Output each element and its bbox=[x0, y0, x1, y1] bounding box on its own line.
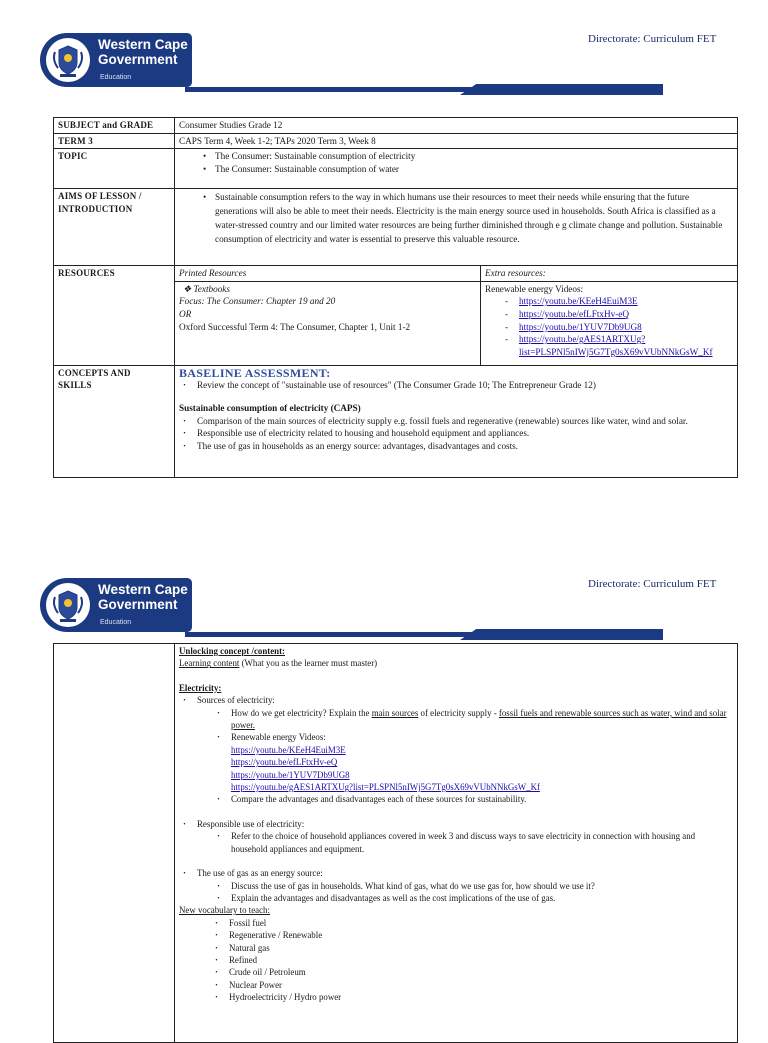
page-2 bbox=[0, 545, 768, 1024]
topic-label: TOPIC bbox=[54, 149, 175, 189]
table-row bbox=[54, 266, 738, 282]
vocab-item: · Refined bbox=[229, 954, 733, 966]
how-text: How do we get electricity? Explain the bbox=[231, 707, 372, 718]
responsible-label: Responsible use of electricity: bbox=[197, 818, 305, 829]
list-item: · Refer to the choice of household appliances covered in week 3 and discuss ways to save electricity in connection with housing and household appliances and equipment. bbox=[231, 830, 733, 855]
vocab-item: · Crude oil / Petroleum bbox=[229, 966, 733, 978]
concepts-label-line: CONCEPTS AND bbox=[58, 367, 131, 378]
wcg-logo bbox=[40, 578, 192, 632]
content-table bbox=[53, 643, 738, 1043]
list-item: • The Consumer: Sustainable consumption of water bbox=[215, 163, 733, 176]
or: OR bbox=[179, 308, 192, 319]
video-link[interactable]: https://youtu.be/1YUV7Db9UG8 bbox=[231, 769, 350, 780]
list-item: · Comparison of the main sources of electricity supply e.g. fossil fuels and regenerative (renewable) sources like water, wind and solar. bbox=[197, 415, 733, 428]
videos-heading: Renewable energy Videos: bbox=[231, 732, 326, 743]
table-row bbox=[54, 365, 738, 477]
learning-line bbox=[179, 657, 733, 669]
unlocking-heading: Unlocking concept /content: bbox=[179, 646, 286, 656]
wcg-logo bbox=[40, 33, 192, 87]
resources-label: RESOURCES bbox=[54, 266, 175, 366]
concepts-cell bbox=[175, 365, 738, 477]
list-item: · The use of gas in households as an energy source: advantages, disadvantages and costs. bbox=[197, 440, 733, 453]
directorate-label: Directorate: Curriculum FET bbox=[588, 33, 717, 45]
header-bar bbox=[460, 84, 663, 95]
video-link-cont[interactable]: list=PLSPNl5nIWj5G7Tg0sX69vVUbNNkGsW_Kf bbox=[519, 346, 713, 357]
vocab-item: · Natural gas bbox=[229, 942, 733, 954]
list-item bbox=[231, 707, 733, 732]
term-label: TERM 3 bbox=[54, 133, 175, 149]
oxford: Oxford Successful Term 4: The Consumer, Chapter 1, Unit 1-2 bbox=[179, 321, 411, 332]
video-link[interactable]: https://youtu.be/1YUV7Db9UG8 bbox=[519, 321, 642, 332]
subject-label: SUBJECT and GRADE bbox=[54, 118, 175, 134]
page-1 bbox=[0, 0, 768, 510]
video-link[interactable]: https://youtu.be/efLFtxHv-eQ bbox=[231, 757, 338, 768]
list-item: • The Consumer: Sustainable consumption of electricity bbox=[215, 150, 733, 163]
vocab-item: · Regenerative / Renewable bbox=[229, 929, 733, 941]
aims-text: • Sustainable consumption refers to the way in which humans use their resources to meet their needs while ensuring that the future generations will also be able to meet their needs. Electricity is the main energy source used in households. South Africa is classified as a water-stressed country and our limited water resources are being further diminished through e g climate change and pollution. Sustainable consumption of electricity and water is essential to preserve this valuable resource. bbox=[215, 190, 733, 246]
extra-heading: Extra resources: bbox=[481, 266, 738, 282]
topic-cell bbox=[175, 149, 738, 189]
focus: Focus: The Consumer: Chapter 19 and 20 bbox=[179, 296, 336, 307]
extra-cell bbox=[481, 281, 738, 365]
vocab-heading: New vocabulary to teach: bbox=[179, 905, 270, 916]
sustainable-heading: Sustainable consumption of electricity (CAPS) bbox=[179, 402, 361, 413]
how-underlined: main sources bbox=[371, 707, 419, 718]
coat-of-arms-icon bbox=[46, 583, 90, 627]
table-row bbox=[54, 644, 738, 1043]
baseline-heading: BASELINE ASSESSMENT: bbox=[179, 365, 331, 380]
learning-content: Learning content bbox=[179, 658, 240, 669]
videos-heading: Renewable energy Videos: bbox=[485, 283, 584, 294]
table-row bbox=[54, 133, 738, 149]
video-link[interactable]: https://youtu.be/KEeH4EuiM3E bbox=[519, 296, 638, 307]
directorate-label: Directorate: Curriculum FET bbox=[588, 578, 717, 590]
vocab-item: · Fossil fuel bbox=[229, 917, 733, 929]
header-bar bbox=[460, 629, 663, 640]
list-item bbox=[197, 694, 733, 806]
content-cell bbox=[175, 644, 738, 1043]
gas-label: The use of gas as an energy source: bbox=[197, 868, 323, 879]
how-text: of electricity supply - bbox=[418, 707, 499, 718]
lesson-table bbox=[53, 117, 738, 478]
empty-label-cell bbox=[54, 644, 175, 1043]
vocab-item: · Hydroelectricity / Hydro power bbox=[229, 991, 733, 1003]
list-item: · Responsible use of electricity related to housing and household equipment and appliances. bbox=[197, 427, 733, 440]
term-value: CAPS Term 4, Week 1-2; TAPs 2020 Term 3, Week 8 bbox=[175, 133, 738, 149]
aims-cell bbox=[175, 189, 738, 266]
aims-label bbox=[54, 189, 175, 266]
concepts-label-line: SKILLS bbox=[58, 380, 92, 391]
textbooks: ❖ Textbooks bbox=[183, 283, 230, 294]
table-row bbox=[54, 189, 738, 266]
logo-line-2: Government bbox=[98, 597, 178, 612]
aims-label-line: AIMS OF LESSON / bbox=[58, 191, 142, 202]
video-link[interactable]: https://youtu.be/gAES1ARTXUg?list=PLSPNl5nIWj5G7Tg0sX69vVUbNNkGsW_Kf bbox=[231, 782, 540, 793]
concepts-label bbox=[54, 365, 175, 477]
logo-line-1: Western Cape bbox=[98, 37, 188, 52]
vocab-item: · Nuclear Power bbox=[229, 979, 733, 991]
logo-line-3: Education bbox=[100, 619, 132, 626]
list-item: · Discuss the use of gas in households. What kind of gas, what do we use gas for, how should we use it? bbox=[231, 880, 733, 892]
list-item bbox=[197, 867, 733, 904]
video-link[interactable]: https://youtu.be/gAES1ARTXUg? bbox=[519, 334, 646, 345]
table-row bbox=[54, 149, 738, 189]
printed-cell bbox=[175, 281, 481, 365]
list-item bbox=[197, 818, 733, 855]
list-item: · Review the concept of "sustainable use of resources" (The Consumer Grade 10; The Entrepreneur Grade 12) bbox=[197, 379, 733, 392]
video-link[interactable]: https://youtu.be/KEeH4EuiM3E bbox=[231, 744, 346, 755]
logo-line-3: Education bbox=[100, 74, 132, 81]
list-item: · Explain the advantages and disadvantages as well as the cost implications of the use of gas. bbox=[231, 892, 733, 904]
coat-of-arms-icon bbox=[46, 38, 90, 82]
video-link[interactable]: https://youtu.be/efLFtxHv-eQ bbox=[519, 308, 629, 319]
list-item: · Compare the advantages and disadvantages each of these sources for sustainability. bbox=[231, 793, 733, 805]
table-row bbox=[54, 118, 738, 134]
electricity-heading: Electricity: bbox=[179, 682, 222, 693]
printed-heading: Printed Resources bbox=[175, 266, 481, 282]
how-underlined: fossil fuels and renewable sources such as water, wind and solar power. bbox=[231, 707, 727, 731]
learning-rest: (What you as the learner must master) bbox=[239, 658, 378, 669]
sources-label: Sources of electricity: bbox=[197, 695, 275, 706]
logo-line-2: Government bbox=[98, 52, 178, 67]
subject-value: Consumer Studies Grade 12 bbox=[175, 118, 738, 134]
aims-label-line: INTRODUCTION bbox=[58, 203, 133, 214]
list-item bbox=[231, 731, 733, 793]
logo-line-1: Western Cape bbox=[98, 582, 188, 597]
